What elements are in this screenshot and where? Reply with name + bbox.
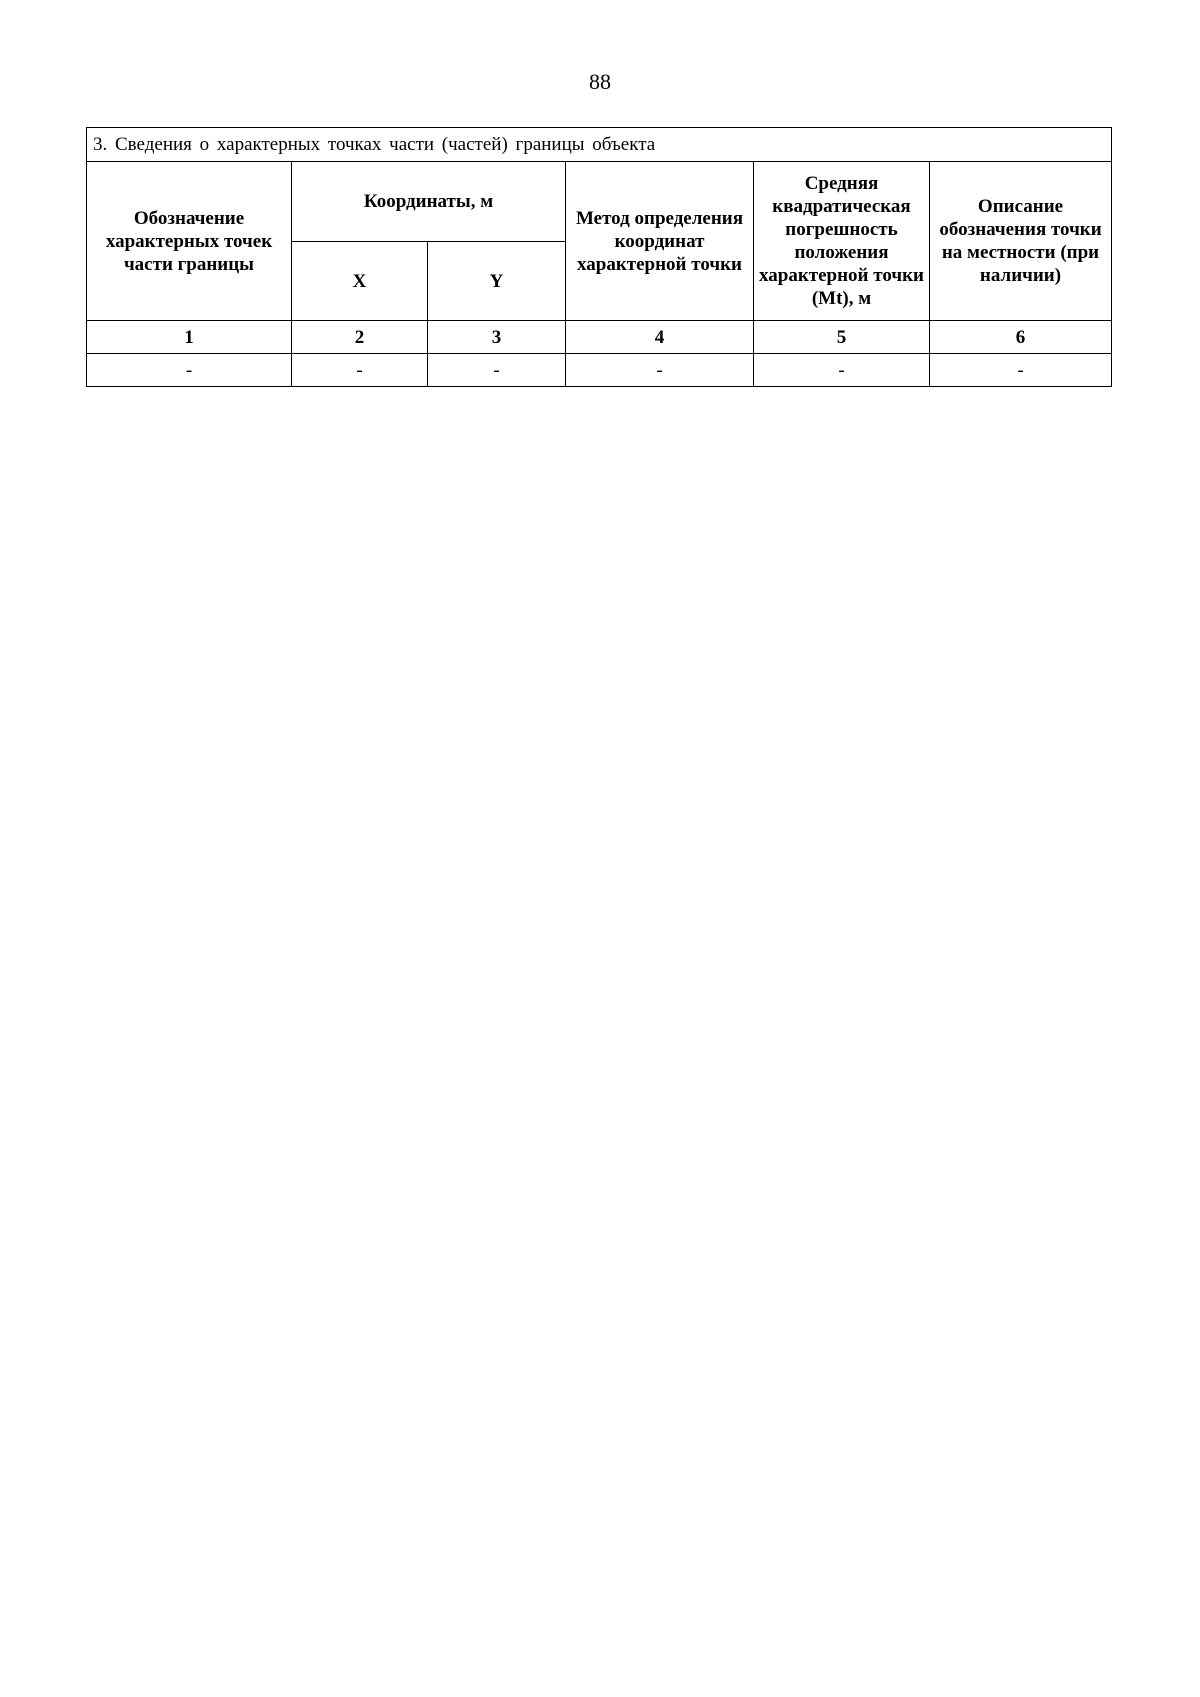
boundary-points-table <box>86 127 1112 387</box>
header-y: Y <box>428 242 566 321</box>
column-number: 4 <box>566 321 754 354</box>
header-description: Описание обозначения точки на местности (при наличии) <box>930 162 1112 321</box>
column-number-row <box>87 321 1112 354</box>
header-method: Метод определения координат характерной точки <box>566 162 754 321</box>
column-number: 5 <box>754 321 930 354</box>
column-number: 6 <box>930 321 1112 354</box>
header-designation: Обозначение характерных точек части границы <box>87 162 292 321</box>
section-title: 3. Сведения о характерных точках части (частей) границы объекта <box>87 128 1112 162</box>
page-number: 88 <box>589 69 611 94</box>
table-row <box>87 354 1112 387</box>
column-number: 3 <box>428 321 566 354</box>
table-cell: - <box>566 354 754 387</box>
table-cell: - <box>930 354 1112 387</box>
header-x: X <box>292 242 428 321</box>
header-coordinates: Координаты, м <box>292 162 566 242</box>
header-error: Средняя квадратическая погрешность положения характерной точки (Mt), м <box>754 162 930 321</box>
column-number: 2 <box>292 321 428 354</box>
table-cell: - <box>754 354 930 387</box>
table-cell: - <box>292 354 428 387</box>
table-cell: - <box>428 354 566 387</box>
column-number: 1 <box>87 321 292 354</box>
table-cell: - <box>87 354 292 387</box>
